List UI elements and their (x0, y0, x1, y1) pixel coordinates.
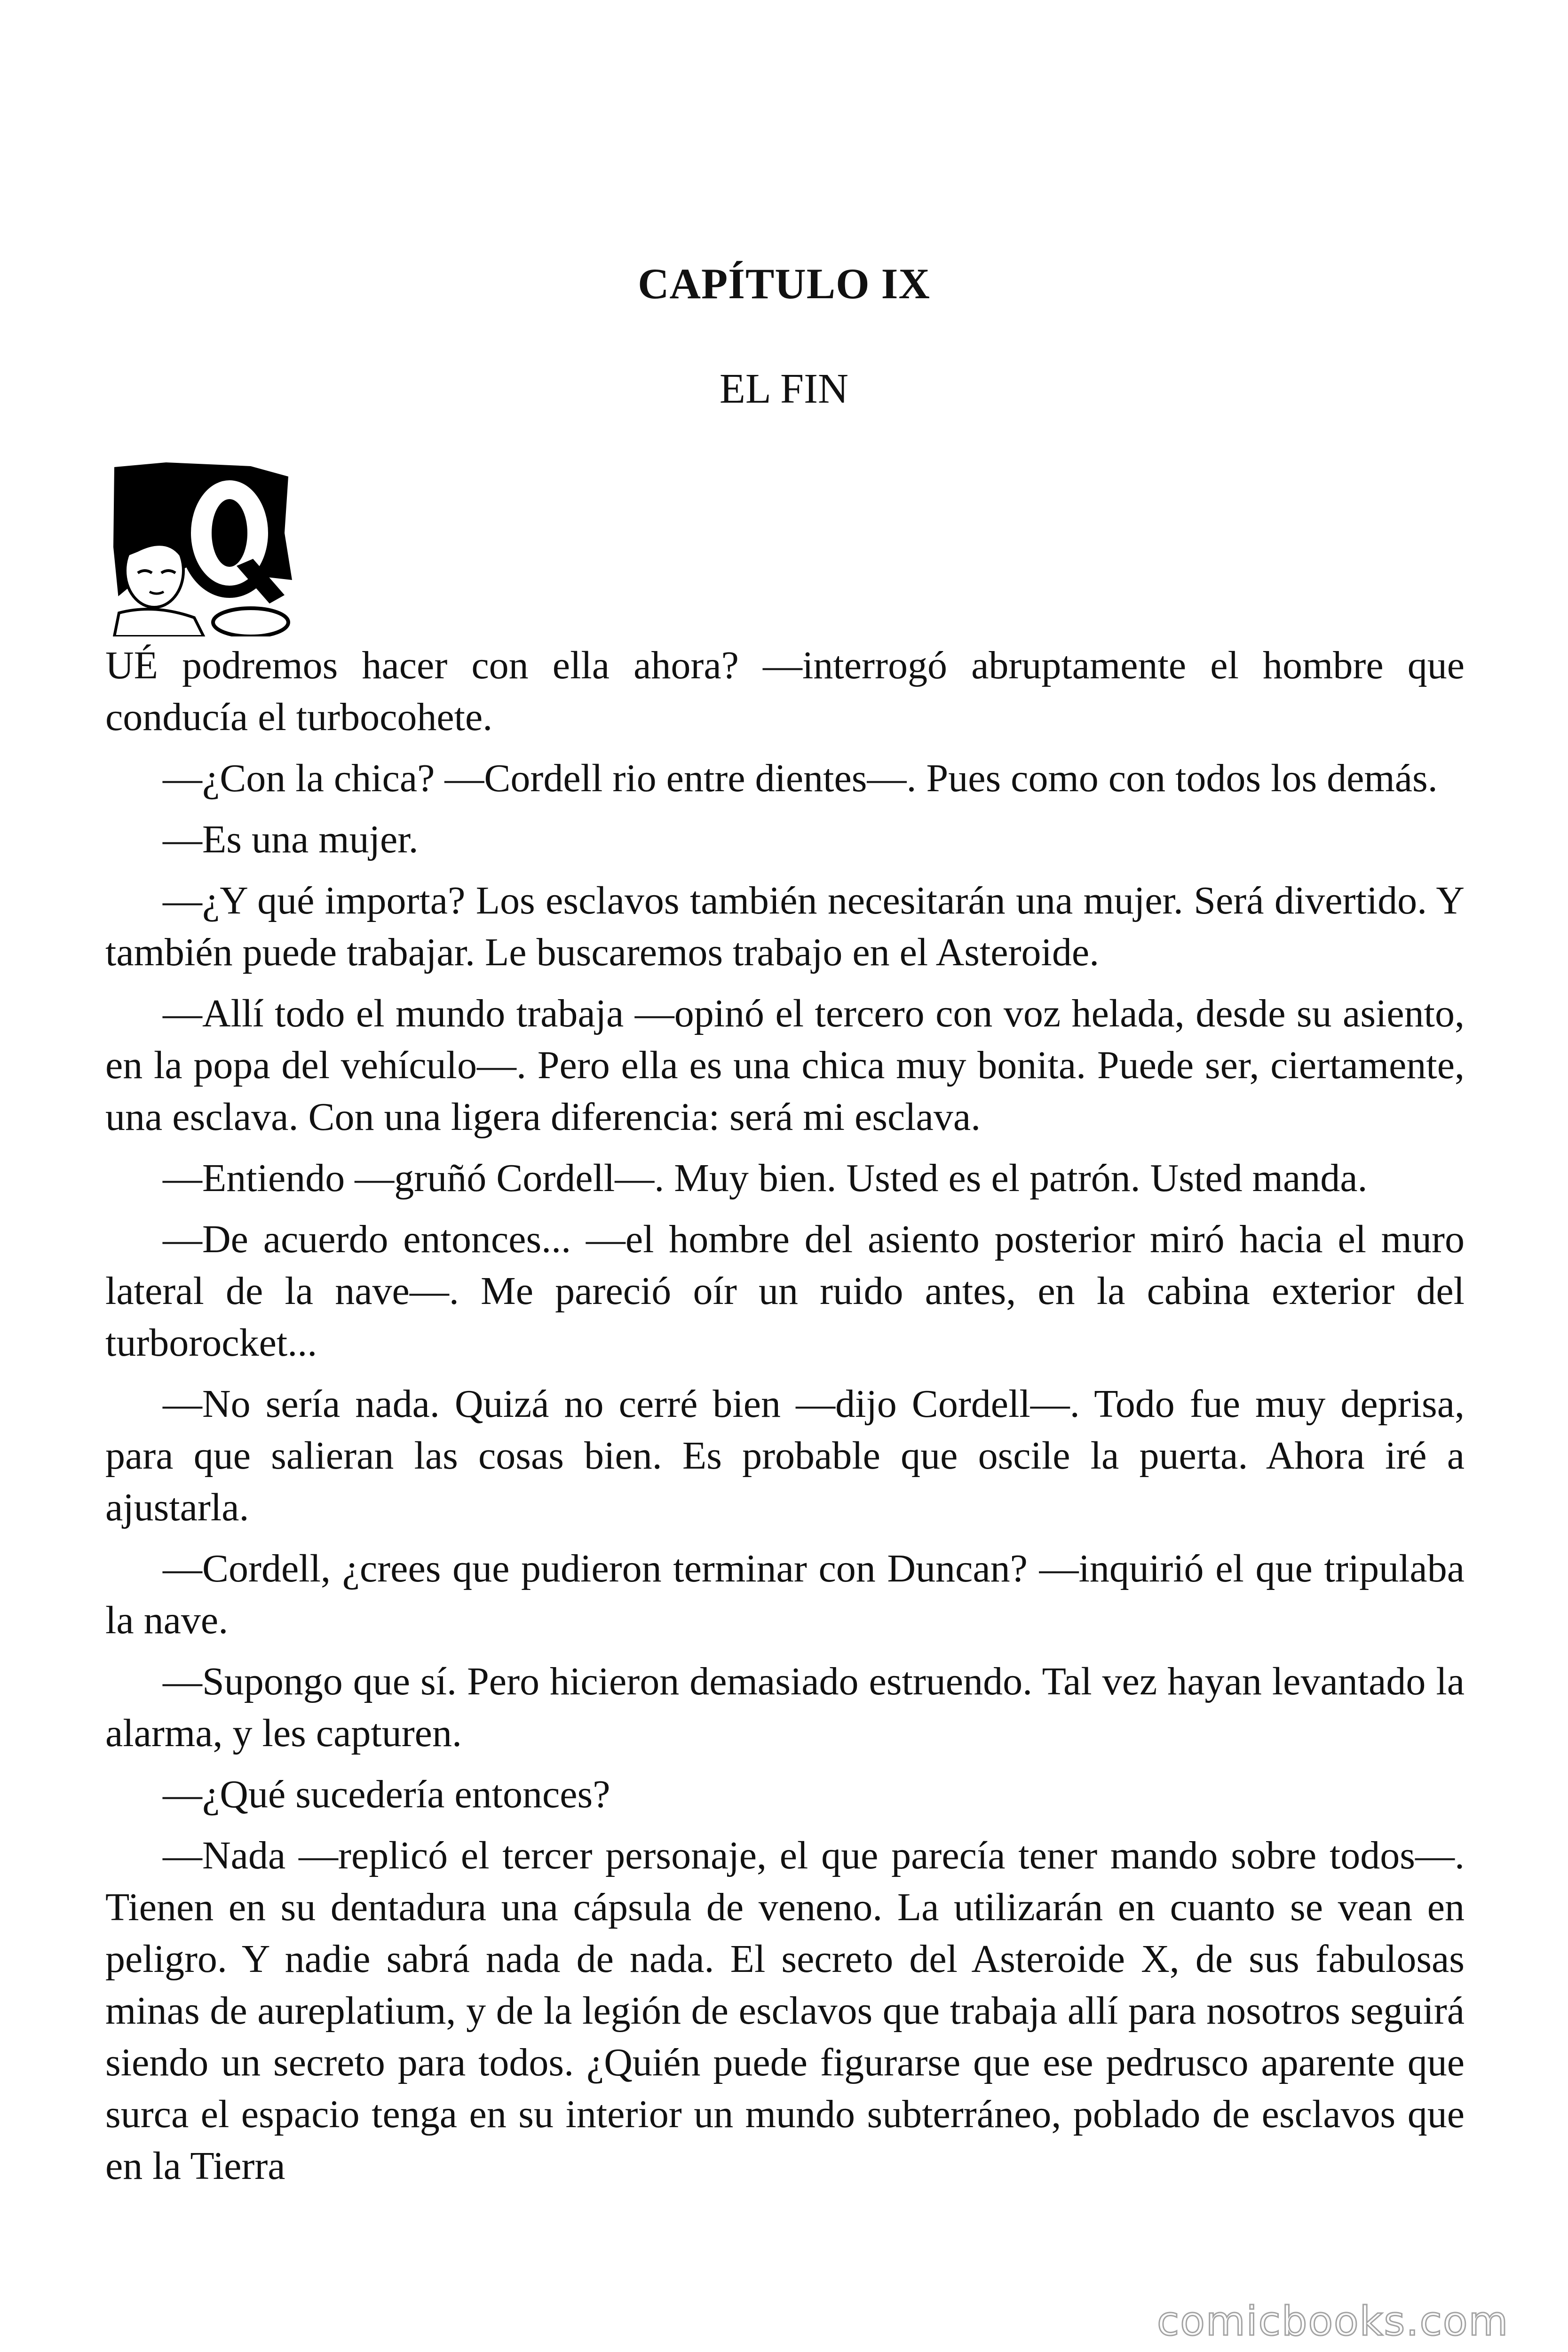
paragraph: —De acuerdo entonces... —el hombre del asiento posterior miró hacia el muro lateral de la nave—. Me pareció oír un ruido antes, en la cabina exterior del turborocket... (105, 1217, 1465, 1365)
paragraph: —¿Y qué importa? Los esclavos también necesitarán una mujer. Será divertido. Y también puede trabajar. Le buscaremos trabajo en el Asteroide. (105, 879, 1465, 974)
paragraph: —Allí todo el mundo trabaja —opinó el tercero con voz helada, desde su asiento, en la popa del vehículo—. Pero ella es una chica muy bonita. Puede ser, ciertamente, una esclava. Con una ligera diferencia: será mi esclava. (105, 992, 1465, 1139)
paragraph: —Entiendo —gruñó Cordell—. Muy bien. Usted es el patrón. Usted manda. (163, 1156, 1368, 1200)
chapter-subtitle: EL FIN (719, 366, 849, 412)
chapter-body (105, 640, 1465, 2201)
chapter-title: CAPÍTULO IX (638, 260, 930, 308)
paragraph: UÉ podremos hacer con ella ahora? —interrogó abruptamente el hombre que conducía el turbocohete. (105, 644, 1465, 739)
drop-cap-illustration (110, 462, 293, 636)
watermark: comicbooks.com (1157, 2298, 1509, 2345)
paragraph: —Es una mujer. (163, 818, 419, 861)
paragraph: —No sería nada. Quizá no cerré bien —dijo Cordell—. Todo fue muy deprisa, para que salieran las cosas bien. Es probable que oscile la puerta. Ahora iré a ajustarla. (105, 1382, 1465, 1529)
paragraph: —¿Con la chica? —Cordell rio entre dientes—. Pues como con todos los demás. (163, 756, 1438, 800)
paragraph: —Supongo que sí. Pero hicieron demasiado estruendo. Tal vez hayan levantado la alarma, y les capturen. (105, 1660, 1465, 1755)
paragraph: —Cordell, ¿crees que pudieron terminar con Duncan? —inquirió el que tripulaba la nave. (105, 1547, 1465, 1642)
paragraph: —Nada —replicó el tercer personaje, el que parecía tener mando sobre todos—. Tienen en su dentadura una cápsula de veneno. La utilizarán en cuanto se vean en peligro. Y nadie sabrá nada de nada. El secreto del Asteroide X, de sus fabulosas minas de aureplatium, y de la legión de esclavos que trabaja allí para nosotros seguirá siendo un secreto para todos. ¿Quién puede figurarse que ese pedrusco aparente que surca el espacio tenga en su interior un mundo subterráneo, poblado de esclavos que en la Tierra (105, 1834, 1465, 2188)
drop-cap-letter-shape (185, 474, 285, 604)
paragraph: —¿Qué sucedería entonces? (163, 1772, 610, 1816)
